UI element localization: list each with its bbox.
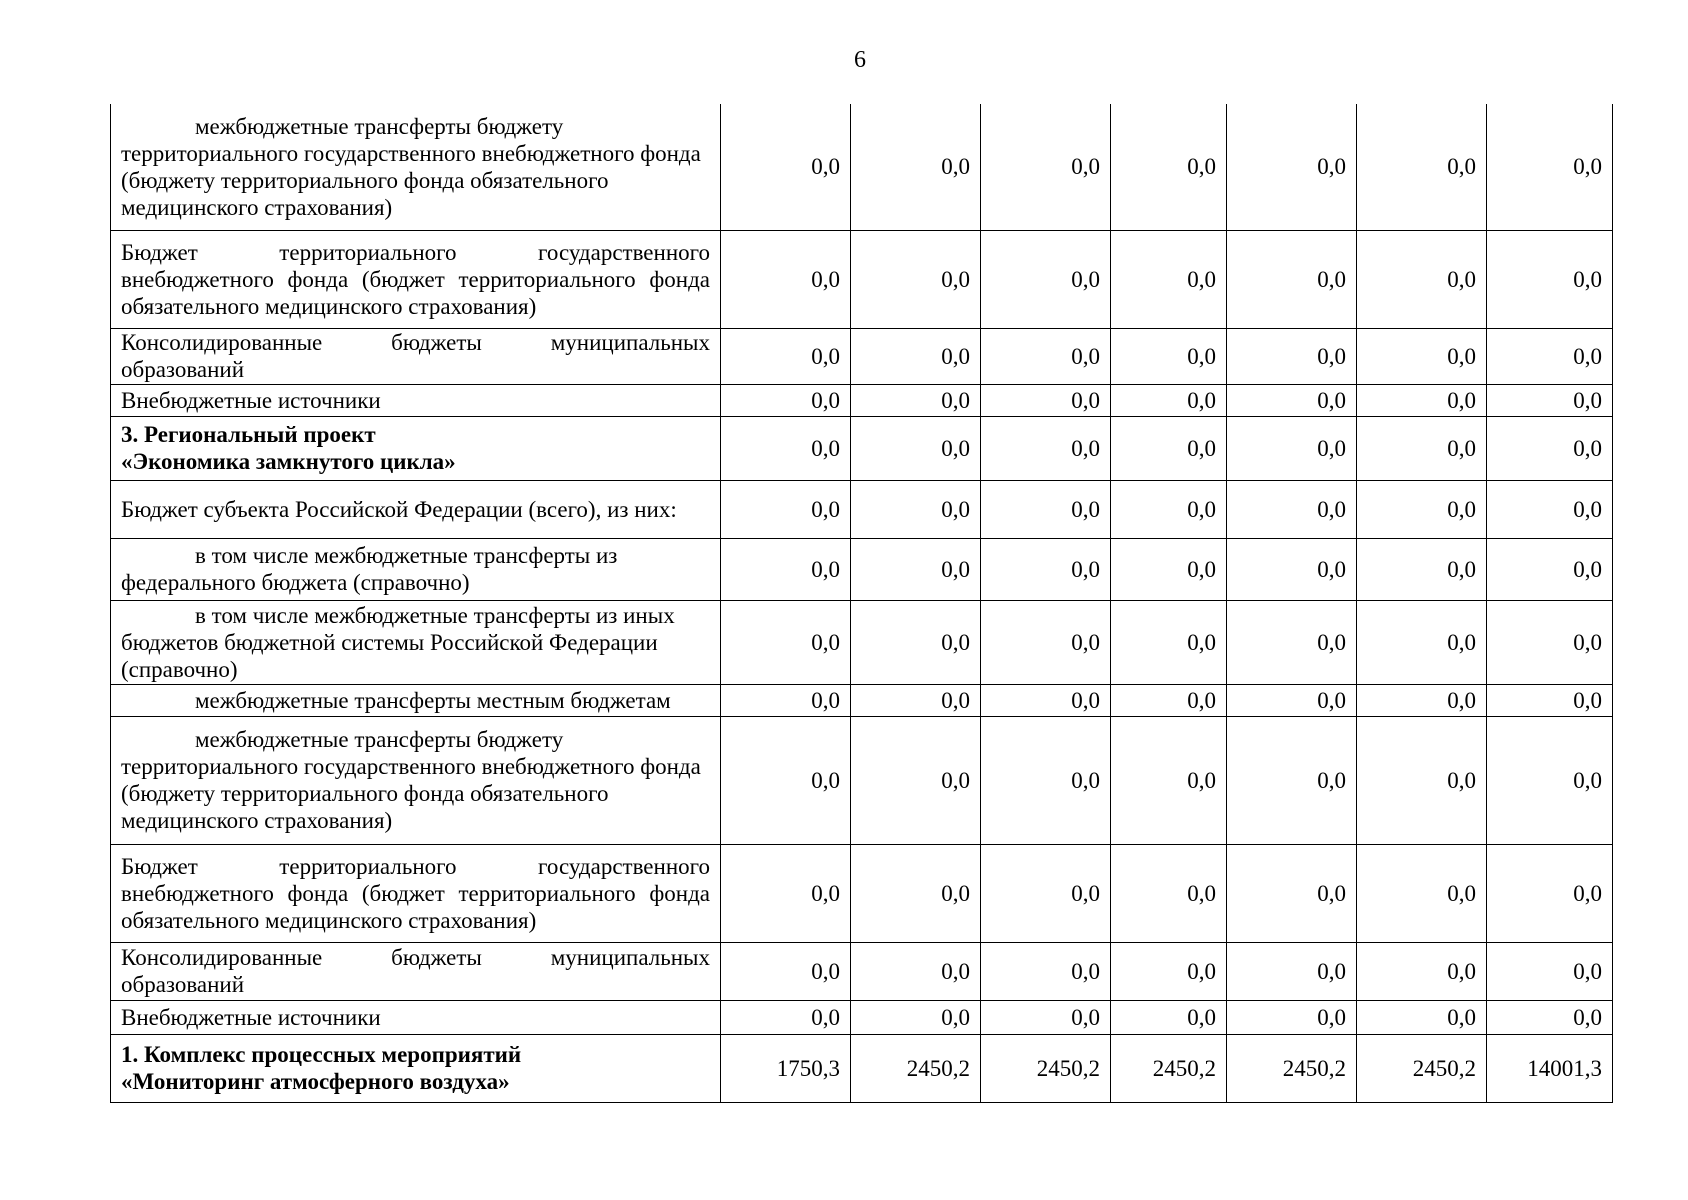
table-row (111, 230, 1613, 328)
value-cell: 2450,2 (851, 1034, 981, 1102)
table-row (111, 384, 1613, 416)
section-title-line: «Экономика замкнутого цикла» (121, 449, 456, 474)
value-cell: 0,0 (1487, 844, 1613, 942)
value-cell: 0,0 (981, 844, 1111, 942)
section-title-line: «Мониторинг атмосферного воздуха» (121, 1069, 510, 1094)
value-cell: 0,0 (1487, 480, 1613, 538)
value-cell: 0,0 (721, 844, 851, 942)
value-cell: 0,0 (1487, 684, 1613, 716)
table-row (111, 684, 1613, 716)
value-cell: 0,0 (1357, 384, 1487, 416)
value-cell: 0,0 (981, 1000, 1111, 1034)
value-cell: 0,0 (1227, 384, 1357, 416)
row-label: Консолидированные бюджеты муниципальных образований (111, 942, 721, 1000)
value-cell: 0,0 (1227, 416, 1357, 480)
value-cell: 0,0 (1357, 328, 1487, 384)
value-cell: 0,0 (1227, 230, 1357, 328)
value-cell: 0,0 (1227, 328, 1357, 384)
table-row (111, 416, 1613, 480)
table-row (111, 942, 1613, 1000)
page-number: 6 (854, 47, 866, 73)
value-cell: 0,0 (1357, 844, 1487, 942)
value-cell: 0,0 (721, 480, 851, 538)
value-cell: 0,0 (1357, 716, 1487, 844)
value-cell: 0,0 (1111, 538, 1227, 600)
value-cell: 0,0 (1227, 942, 1357, 1000)
table-row (111, 1000, 1613, 1034)
value-cell: 0,0 (1487, 1000, 1613, 1034)
value-cell: 0,0 (1111, 716, 1227, 844)
section-title (111, 1034, 721, 1102)
value-cell: 0,0 (721, 416, 851, 480)
value-cell: 0,0 (1227, 716, 1357, 844)
table-row (111, 600, 1613, 684)
value-cell: 0,0 (851, 684, 981, 716)
row-label: межбюджетные трансферты местным бюджетам (111, 684, 721, 716)
value-cell: 0,0 (851, 600, 981, 684)
value-cell: 0,0 (981, 538, 1111, 600)
value-cell: 2450,2 (1227, 1034, 1357, 1102)
table-row (111, 328, 1613, 384)
section-title (111, 416, 721, 480)
value-cell: 0,0 (1487, 328, 1613, 384)
value-cell: 0,0 (1357, 684, 1487, 716)
value-cell: 2450,2 (1111, 1034, 1227, 1102)
value-cell: 0,0 (721, 600, 851, 684)
value-cell: 0,0 (1111, 684, 1227, 716)
value-cell: 0,0 (1357, 480, 1487, 538)
table-row (111, 844, 1613, 942)
value-cell: 0,0 (1111, 328, 1227, 384)
value-cell: 2450,2 (981, 1034, 1111, 1102)
value-cell: 0,0 (1111, 230, 1227, 328)
value-cell: 0,0 (981, 942, 1111, 1000)
value-cell: 0,0 (851, 416, 981, 480)
value-cell: 0,0 (1487, 716, 1613, 844)
value-cell: 0,0 (1227, 684, 1357, 716)
section-title-line: 3. Региональный проект (121, 422, 376, 447)
value-cell: 0,0 (851, 230, 981, 328)
value-cell: 0,0 (851, 328, 981, 384)
value-cell: 0,0 (981, 104, 1111, 230)
value-cell: 0,0 (1227, 844, 1357, 942)
value-cell: 0,0 (721, 104, 851, 230)
value-cell: 0,0 (1357, 600, 1487, 684)
row-label: межбюджетные трансферты бюджету территориального государственного внебюджетного фонда (бюджету территориального фонда обязательного медицинского страхования) (111, 716, 721, 844)
value-cell: 0,0 (981, 328, 1111, 384)
value-cell: 0,0 (1487, 384, 1613, 416)
value-cell: 0,0 (1357, 538, 1487, 600)
row-label: Консолидированные бюджеты муниципальных образований (111, 328, 721, 384)
value-cell: 0,0 (981, 230, 1111, 328)
value-cell: 0,0 (1227, 104, 1357, 230)
value-cell: 0,0 (1227, 600, 1357, 684)
value-cell: 0,0 (851, 538, 981, 600)
value-cell: 0,0 (981, 480, 1111, 538)
table-row (111, 538, 1613, 600)
budget-table (110, 104, 1613, 1103)
value-cell: 0,0 (981, 684, 1111, 716)
value-cell: 0,0 (1227, 480, 1357, 538)
value-cell: 0,0 (1111, 844, 1227, 942)
row-label: Внебюджетные источники (111, 1000, 721, 1034)
value-cell: 0,0 (981, 416, 1111, 480)
value-cell: 0,0 (851, 1000, 981, 1034)
value-cell: 0,0 (1357, 1000, 1487, 1034)
value-cell: 0,0 (1227, 538, 1357, 600)
row-label: межбюджетные трансферты бюджету территориального государственного внебюджетного фонда (бюджету территориального фонда обязательного медицинского страхования) (111, 104, 721, 230)
row-label: в том числе межбюджетные трансферты из иных бюджетов бюджетной системы Российской Федерации (справочно) (111, 600, 721, 684)
value-cell: 0,0 (1111, 480, 1227, 538)
value-cell: 0,0 (981, 384, 1111, 416)
row-label: в том числе межбюджетные трансферты из федерального бюджета (справочно) (111, 538, 721, 600)
value-cell: 0,0 (1487, 104, 1613, 230)
value-cell: 0,0 (1357, 942, 1487, 1000)
value-cell: 0,0 (1487, 942, 1613, 1000)
value-cell: 0,0 (1357, 104, 1487, 230)
value-cell: 0,0 (1111, 942, 1227, 1000)
value-cell: 0,0 (721, 384, 851, 416)
value-cell: 0,0 (1227, 1000, 1357, 1034)
value-cell: 0,0 (981, 716, 1111, 844)
table-row (111, 480, 1613, 538)
value-cell: 1750,3 (721, 1034, 851, 1102)
value-cell: 2450,2 (1357, 1034, 1487, 1102)
row-label: Бюджет территориального государственного внебюджетного фонда (бюджет территориального фонда обязательного медицинского страхования) (111, 844, 721, 942)
value-cell: 0,0 (721, 716, 851, 844)
value-cell: 14001,3 (1487, 1034, 1613, 1102)
value-cell: 0,0 (1487, 416, 1613, 480)
value-cell: 0,0 (721, 538, 851, 600)
value-cell: 0,0 (851, 716, 981, 844)
row-label: Бюджет территориального государственного внебюджетного фонда (бюджет территориального фонда обязательного медицинского страхования) (111, 230, 721, 328)
value-cell: 0,0 (851, 104, 981, 230)
value-cell: 0,0 (1487, 600, 1613, 684)
value-cell: 0,0 (1111, 384, 1227, 416)
value-cell: 0,0 (1487, 538, 1613, 600)
table-row (111, 716, 1613, 844)
value-cell: 0,0 (1111, 1000, 1227, 1034)
value-cell: 0,0 (1487, 230, 1613, 328)
value-cell: 0,0 (1111, 104, 1227, 230)
value-cell: 0,0 (721, 1000, 851, 1034)
value-cell: 0,0 (721, 328, 851, 384)
value-cell: 0,0 (851, 384, 981, 416)
section-title-line: 1. Комплекс процессных мероприятий (121, 1042, 522, 1067)
row-label: Бюджет субъекта Российской Федерации (всего), из них: (111, 480, 721, 538)
value-cell: 0,0 (721, 942, 851, 1000)
value-cell: 0,0 (721, 230, 851, 328)
table-row (111, 104, 1613, 230)
value-cell: 0,0 (851, 942, 981, 1000)
value-cell: 0,0 (981, 600, 1111, 684)
value-cell: 0,0 (721, 684, 851, 716)
value-cell: 0,0 (851, 480, 981, 538)
value-cell: 0,0 (1357, 230, 1487, 328)
table-row (111, 1034, 1613, 1102)
value-cell: 0,0 (1111, 600, 1227, 684)
value-cell: 0,0 (1111, 416, 1227, 480)
value-cell: 0,0 (1357, 416, 1487, 480)
value-cell: 0,0 (851, 844, 981, 942)
row-label: Внебюджетные источники (111, 384, 721, 416)
